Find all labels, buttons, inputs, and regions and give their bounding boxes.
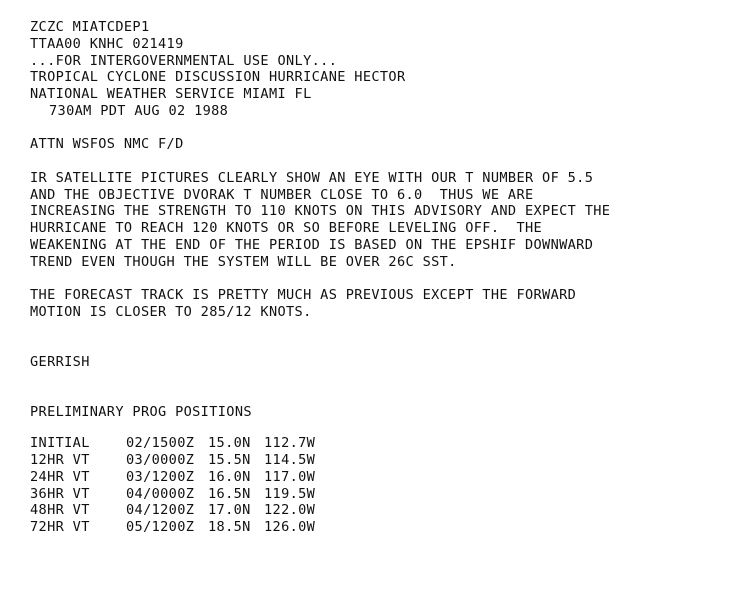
- table-row: [30, 486, 315, 503]
- position-label: 24HR VT: [30, 468, 90, 485]
- position-longitude: 119.5W: [264, 485, 316, 502]
- attn-line: ATTN WSFOS NMC F/D: [30, 136, 184, 153]
- paragraph-line: INCREASING THE STRENGTH TO 110 KNOTS ON THIS ADVISORY AND EXPECT THE: [30, 203, 611, 220]
- table-row: [30, 502, 315, 519]
- position-latitude: 16.5N: [208, 485, 251, 502]
- header-line-2: TTAA00 KNHC 021419: [30, 35, 184, 52]
- position-longitude: 122.0W: [264, 502, 316, 519]
- position-label: 48HR VT: [30, 502, 90, 519]
- discussion-paragraph-2: [30, 287, 610, 321]
- position-time: 04/0000Z: [126, 485, 195, 502]
- position-longitude: 117.0W: [264, 468, 316, 485]
- header-line-3: ...FOR INTERGOVERNMENTAL USE ONLY...: [30, 52, 338, 69]
- table-row: [30, 469, 315, 486]
- position-time: 03/1200Z: [126, 468, 195, 485]
- position-time: 05/1200Z: [126, 519, 195, 536]
- position-label: INITIAL: [30, 435, 90, 452]
- paragraph-line: HURRICANE TO REACH 120 KNOTS OR SO BEFORE LEVELING OFF. THE: [30, 220, 543, 237]
- paragraph-line: MOTION IS CLOSER TO 285/12 KNOTS.: [30, 303, 312, 320]
- table-row: [30, 519, 315, 536]
- header-issue-time: 730AM PDT AUG 02 1988: [49, 102, 229, 119]
- forecaster-signature: GERRISH: [30, 354, 90, 371]
- paragraph-line: TREND EVEN THOUGH THE SYSTEM WILL BE OVER 26C SST.: [30, 253, 457, 270]
- position-time: 03/0000Z: [126, 451, 195, 468]
- position-label: 12HR VT: [30, 451, 90, 468]
- paragraph-line: THE FORECAST TRACK IS PRETTY MUCH AS PREVIOUS EXCEPT THE FORWARD: [30, 287, 577, 304]
- position-longitude: 112.7W: [264, 435, 316, 452]
- prog-positions-table: [30, 435, 315, 536]
- position-latitude: 16.0N: [208, 468, 251, 485]
- discussion-document: [30, 19, 610, 536]
- table-row: [30, 452, 315, 469]
- table-row: [30, 435, 315, 452]
- position-label: 72HR VT: [30, 519, 90, 536]
- position-latitude: 18.5N: [208, 519, 251, 536]
- position-latitude: 15.5N: [208, 451, 251, 468]
- discussion-paragraph-1: [30, 170, 610, 271]
- position-time: 02/1500Z: [126, 435, 195, 452]
- positions-title: PRELIMINARY PROG POSITIONS: [30, 404, 252, 421]
- position-label: 36HR VT: [30, 485, 90, 502]
- paragraph-line: AND THE OBJECTIVE DVORAK T NUMBER CLOSE TO 6.0 THUS WE ARE: [30, 186, 534, 203]
- position-latitude: 17.0N: [208, 502, 251, 519]
- position-latitude: 15.0N: [208, 435, 251, 452]
- header-line-1: ZCZC MIATCDEP1: [30, 19, 150, 35]
- position-longitude: 126.0W: [264, 519, 316, 536]
- position-longitude: 114.5W: [264, 451, 316, 468]
- header-line-4: TROPICAL CYCLONE DISCUSSION HURRICANE HECTOR: [30, 69, 406, 86]
- paragraph-line: WEAKENING AT THE END OF THE PERIOD IS BASED ON THE EPSHIF DOWNWARD: [30, 236, 594, 253]
- header-line-5: NATIONAL WEATHER SERVICE MIAMI FL: [30, 86, 312, 103]
- paragraph-line: IR SATELLITE PICTURES CLEARLY SHOW AN EYE WITH OUR T NUMBER OF 5.5: [30, 169, 594, 186]
- position-time: 04/1200Z: [126, 502, 195, 519]
